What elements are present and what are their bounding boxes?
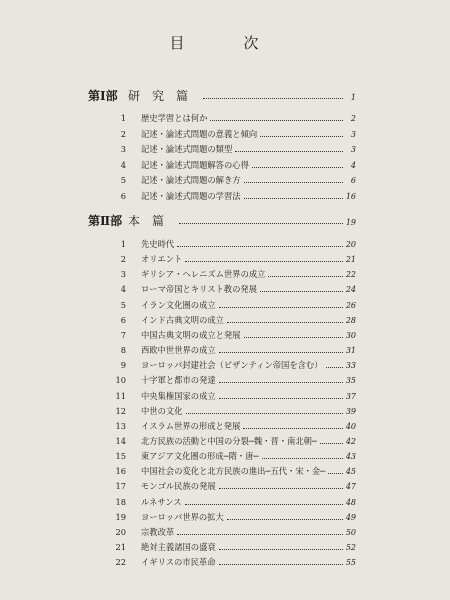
dot-leader — [219, 351, 343, 353]
chapter-title: 記述・論述式問題の意義と傾向 — [141, 128, 258, 139]
page-number: 49 — [345, 512, 356, 522]
dot-leader — [235, 150, 343, 152]
toc-entry[interactable] — [108, 327, 356, 343]
page-number: 48 — [345, 497, 356, 507]
toc-entry[interactable] — [108, 297, 356, 313]
chapter-title: 宗教改革 — [141, 526, 175, 537]
chapter-number: 13 — [115, 420, 126, 431]
chapter-title: ヨーロッパ封建社会（ビザンティン帝国を含む） — [141, 360, 323, 371]
part-label: 第Ⅰ部 — [88, 89, 118, 103]
chapter-number: 21 — [115, 542, 126, 552]
chapter-title: モンゴル民族の発展 — [141, 481, 216, 492]
chapter-number: 15 — [115, 451, 126, 462]
page-number: 40 — [345, 421, 356, 431]
toc-entry[interactable] — [108, 281, 356, 297]
chapter-number: 11 — [115, 390, 126, 401]
dot-leader — [320, 442, 343, 444]
toc-entry[interactable] — [108, 403, 356, 419]
page-number: 47 — [345, 482, 356, 492]
chapter-number: 1 — [120, 239, 126, 249]
page-number: 16 — [345, 192, 356, 201]
chapter-title: インド古典文明の成立 — [141, 314, 224, 325]
chapter-title: 絶対主義諸国の盛衰 — [141, 542, 216, 552]
chapter-number: 1 — [120, 113, 126, 123]
page-number: 24 — [345, 285, 356, 295]
chapter-title: 記述・論述式問題の解き方 — [141, 175, 241, 186]
chapter-title: イラン文化圏の成立 — [141, 299, 216, 310]
dot-leader — [203, 97, 343, 99]
chapter-number: 8 — [120, 345, 126, 356]
dot-leader — [179, 222, 343, 224]
dot-leader — [219, 397, 343, 399]
chapter-title: ローマ帝国とキリスト教の発展 — [141, 284, 257, 295]
dot-leader — [219, 563, 343, 565]
part-title: 研究篇 — [128, 89, 201, 103]
chapter-number: 12 — [115, 405, 126, 416]
part-title: 本篇 — [128, 214, 177, 228]
toc-entry[interactable] — [108, 172, 356, 188]
page-number: 26 — [345, 300, 356, 310]
chapter-number: 5 — [120, 175, 126, 186]
toc-entry[interactable] — [108, 448, 356, 464]
page-number: 31 — [345, 346, 356, 356]
dot-leader — [177, 533, 343, 535]
page-number: 39 — [345, 406, 356, 416]
page-number: 21 — [345, 255, 356, 265]
dot-leader — [326, 366, 343, 368]
page-number: 28 — [345, 315, 356, 325]
page-number: 1 — [350, 93, 356, 102]
chapter-title: 先史時代 — [141, 239, 175, 249]
dot-leader — [185, 260, 342, 262]
dot-leader — [177, 245, 343, 247]
dot-leader — [268, 275, 342, 277]
toc-entry[interactable] — [108, 236, 356, 252]
chapter-title: 北方民族の活動と中国の分裂─魏・晋・南北朝─ — [141, 436, 317, 446]
chapter-title: イギリスの市民革命 — [141, 557, 216, 568]
chapter-title: 記述・論述式問題解答の心得 — [141, 159, 249, 170]
chapter-number: 10 — [115, 375, 126, 386]
chapter-number: 14 — [115, 436, 126, 446]
page-number: 43 — [345, 452, 356, 462]
page-number: 20 — [345, 240, 356, 249]
toc-entry[interactable] — [108, 554, 356, 570]
dot-leader — [219, 381, 343, 383]
page-number: 52 — [345, 543, 356, 552]
page-number: 30 — [345, 330, 356, 340]
dot-leader — [210, 119, 343, 121]
dot-leader — [186, 412, 343, 414]
chapter-number: 3 — [120, 269, 126, 280]
chapter-number: 9 — [120, 360, 126, 371]
part-label: 第Ⅱ部 — [88, 214, 123, 228]
chapter-title: オリエント — [141, 254, 183, 265]
dot-leader — [227, 321, 343, 323]
page-number: 50 — [345, 527, 356, 537]
dot-leader — [185, 503, 343, 505]
toc-entry[interactable] — [108, 433, 356, 449]
toc-entry[interactable] — [108, 418, 356, 434]
toc-entry[interactable] — [108, 126, 356, 142]
toc-entry[interactable] — [108, 251, 356, 267]
chapter-number: 19 — [115, 511, 126, 522]
chapter-title: 歴史学習とは何か — [141, 113, 208, 123]
toc-entry[interactable] — [108, 266, 356, 282]
chapter-number: 16 — [115, 466, 126, 477]
chapter-title: ルネサンス — [141, 496, 182, 507]
page-number: 4 — [350, 160, 356, 170]
chapter-title: 西欧中世世界の成立 — [141, 345, 216, 356]
dot-leader — [219, 306, 343, 308]
toc-entry[interactable] — [108, 357, 356, 373]
dot-leader — [244, 197, 343, 199]
page-number: 33 — [345, 361, 356, 371]
page-number: 19 — [345, 218, 356, 227]
dot-leader — [219, 548, 343, 550]
dot-leader — [227, 518, 343, 520]
page-number: 35 — [345, 376, 356, 386]
part-heading — [88, 213, 356, 229]
chapter-number: 2 — [120, 254, 126, 265]
dot-leader — [328, 472, 343, 474]
chapter-title: ヨーロッパ世界の拡大 — [141, 511, 224, 522]
chapter-title: 中央集権国家の成立 — [141, 390, 216, 401]
toc-entry[interactable] — [108, 494, 356, 510]
part-heading — [88, 88, 356, 104]
page-number: 55 — [345, 558, 356, 568]
toc-entry[interactable] — [108, 539, 356, 555]
chapter-number: 4 — [120, 284, 126, 295]
chapter-number: 3 — [120, 144, 126, 155]
page-number: 3 — [350, 129, 356, 139]
page-number: 22 — [345, 270, 356, 280]
toc-entry[interactable] — [108, 388, 356, 404]
chapter-title: 東アジア文化圏の形成─隋・唐─ — [141, 451, 259, 462]
toc-entry[interactable] — [108, 524, 356, 540]
toc-entry[interactable] — [108, 157, 356, 173]
page-number: 2 — [350, 114, 356, 123]
chapter-title: 中国古典文明の成立と発展 — [141, 329, 241, 340]
chapter-title: ギリシア・ヘレニズム世界の成立 — [141, 269, 266, 280]
page-number: 6 — [350, 176, 356, 186]
toc-entry[interactable] — [108, 312, 356, 328]
chapter-title: 中国社会の変化と北方民族の進出─五代・宋・金─ — [141, 466, 326, 477]
chapter-title: 中世の文化 — [141, 405, 183, 416]
chapter-number: 2 — [120, 128, 126, 139]
chapter-number: 6 — [120, 191, 126, 201]
chapter-title: 十字軍と都市の発達 — [141, 375, 216, 386]
dot-leader — [243, 427, 342, 429]
chapter-number: 5 — [120, 299, 126, 310]
dot-leader — [252, 166, 343, 168]
dot-leader — [260, 135, 343, 137]
toc-entry[interactable] — [108, 463, 356, 479]
chapter-title: 記述・論述式問題の類型 — [141, 144, 233, 155]
dot-leader — [219, 487, 343, 489]
page-number: 42 — [345, 437, 356, 446]
chapter-number: 18 — [115, 496, 126, 507]
chapter-number: 7 — [120, 329, 126, 340]
chapter-number: 17 — [115, 481, 126, 492]
toc-entry[interactable] — [108, 342, 356, 358]
dot-leader — [244, 181, 343, 183]
page-number: 3 — [350, 145, 356, 155]
page-title: 目 次 — [169, 34, 281, 52]
dot-leader — [244, 336, 343, 338]
toc-entry[interactable] — [108, 141, 356, 157]
toc-entry[interactable] — [108, 188, 356, 204]
toc-entry[interactable] — [108, 509, 356, 525]
page-number: 45 — [345, 467, 356, 477]
dot-leader — [262, 457, 343, 459]
toc-entry[interactable] — [108, 478, 356, 494]
chapter-number: 4 — [120, 159, 126, 170]
toc-entry[interactable] — [108, 372, 356, 388]
chapter-number: 20 — [115, 526, 126, 537]
chapter-number: 6 — [120, 314, 126, 325]
dot-leader — [260, 290, 343, 292]
chapter-title: 記述・論述式問題の学習法 — [141, 191, 241, 201]
page-number: 37 — [345, 391, 356, 401]
chapter-number: 22 — [115, 557, 126, 568]
chapter-title: イスラム世界の形成と発展 — [141, 420, 241, 431]
toc-entry[interactable] — [108, 110, 356, 126]
